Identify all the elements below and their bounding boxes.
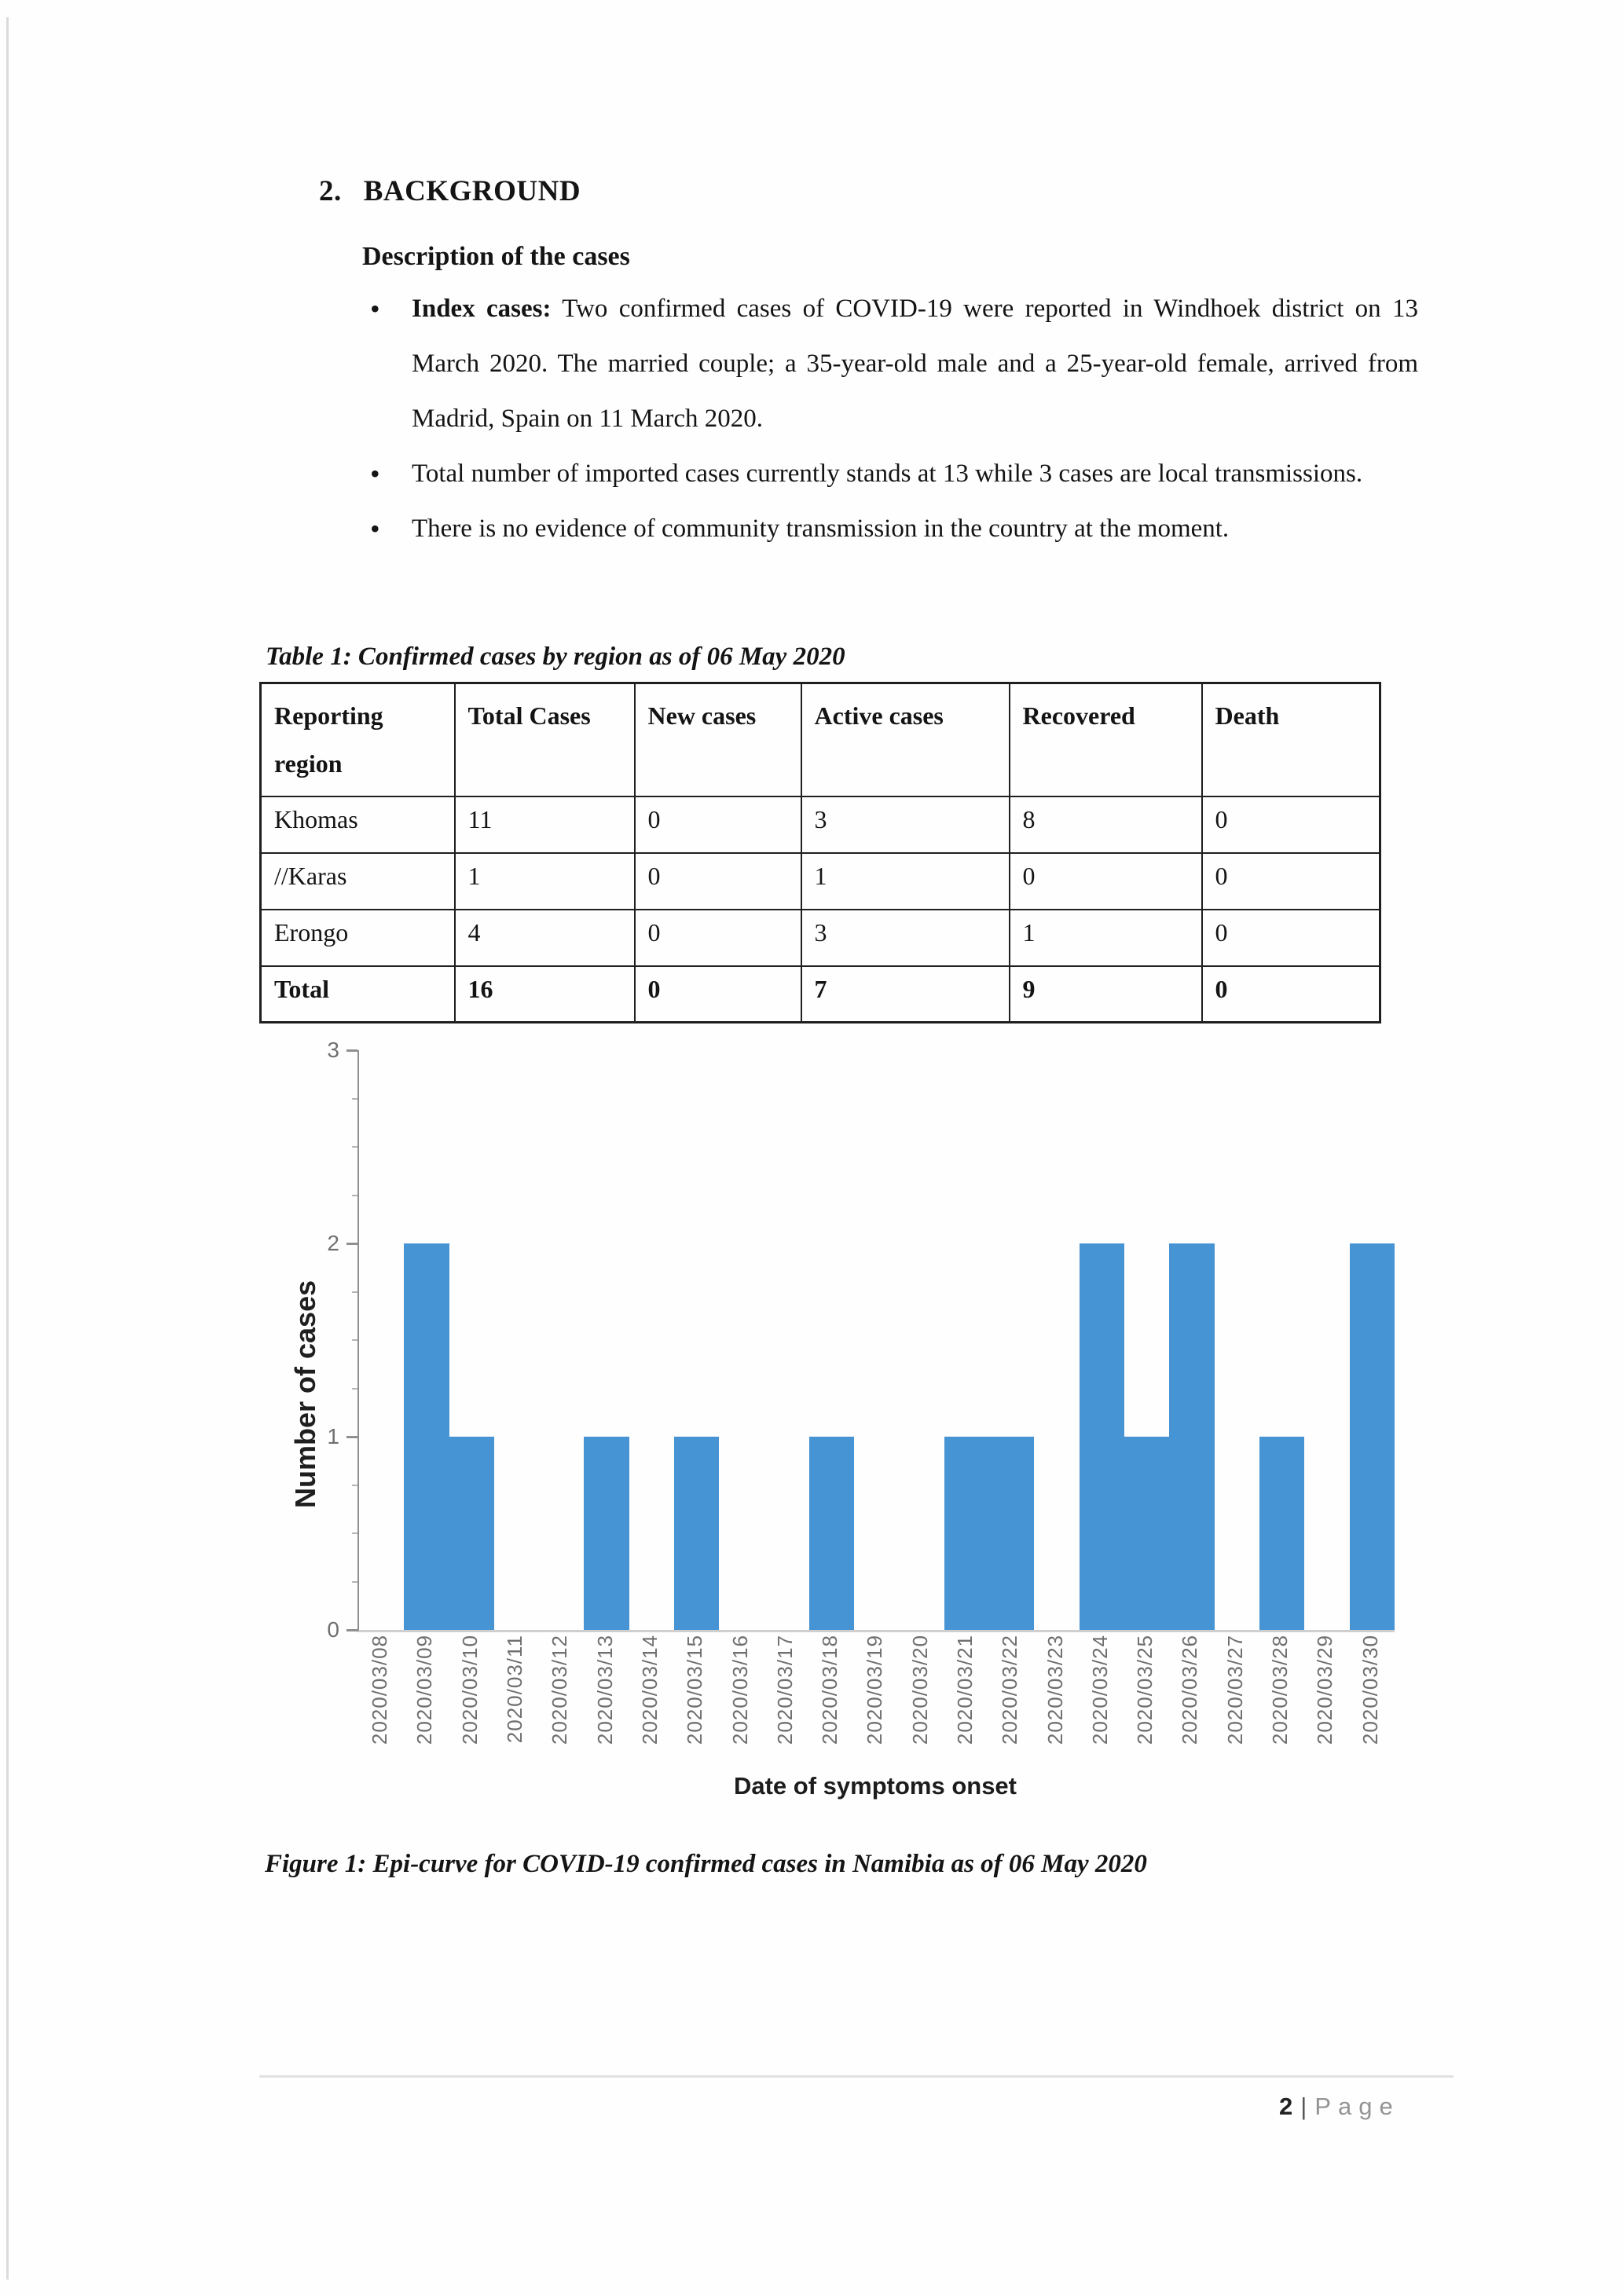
bar: [674, 1437, 719, 1630]
y-tick-mark: [346, 1436, 357, 1438]
bullet-item: [370, 501, 1418, 556]
x-tick-label-text: 2020/03/14: [637, 1635, 662, 1745]
column-header: New cases: [635, 683, 801, 796]
bar: [944, 1437, 989, 1630]
column-header: Recovered: [1010, 683, 1202, 796]
value-cell: 0: [635, 796, 801, 853]
bar-slot: [1169, 1050, 1214, 1630]
y-minor-tick-mark: [352, 1388, 357, 1390]
x-tick-label-text: 2020/03/23: [1043, 1635, 1067, 1745]
footer-page-label: Page: [1314, 2093, 1400, 2120]
chart-xlabels: [357, 1635, 1393, 1770]
value-cell: 0: [635, 853, 801, 910]
bar-slot: [1034, 1050, 1079, 1630]
table-row: [261, 910, 1380, 966]
page-number: 2: [1279, 2093, 1293, 2120]
x-tick-label: [582, 1635, 627, 1770]
bar-slot: [1259, 1050, 1304, 1630]
x-tick-label: [852, 1635, 897, 1770]
table-caption: Table 1: Confirmed cases by region as of 06 May 2020: [266, 643, 845, 671]
y-minor-tick-mark: [352, 1485, 357, 1486]
bar: [1080, 1243, 1124, 1630]
footer-divider: [259, 2075, 1454, 2078]
value-cell: 1: [1010, 910, 1202, 966]
bullet-text: Total number of imported cases currently stands at 13 while 3 cases are local transmissions.: [412, 460, 1363, 488]
y-minor-tick-mark: [352, 1581, 357, 1583]
region-cell: Erongo: [261, 910, 455, 966]
bar: [584, 1437, 629, 1630]
bar-slot: [1350, 1050, 1395, 1630]
bar-slot: [674, 1050, 719, 1630]
table-header-row: [261, 683, 1380, 796]
bar-slot: [809, 1050, 854, 1630]
table-row: [261, 966, 1380, 1023]
bar-slot: [1080, 1050, 1124, 1630]
section-number: 2.: [319, 175, 342, 207]
region-cell: Khomas: [261, 796, 455, 853]
y-tick-mark: [346, 1243, 357, 1245]
y-minor-tick-mark: [352, 1532, 357, 1534]
table-row: [261, 796, 1380, 853]
x-tick-label-text: 2020/03/09: [412, 1635, 437, 1745]
x-tick-label-text: 2020/03/15: [683, 1635, 707, 1745]
value-cell: 0: [1010, 853, 1202, 910]
x-tick-label-text: 2020/03/10: [457, 1635, 482, 1745]
bar-slot: [539, 1050, 584, 1630]
x-tick-label: [898, 1635, 943, 1770]
x-axis-title: Date of symptoms onset: [733, 1772, 1017, 1800]
x-tick-label: [1032, 1635, 1077, 1770]
bar: [1169, 1243, 1214, 1630]
x-tick-label-text: 2020/03/19: [863, 1635, 887, 1745]
x-tick-label: [1213, 1635, 1258, 1770]
bar-slot: [854, 1050, 899, 1630]
value-cell: 0: [1202, 966, 1380, 1023]
x-tick-label-text: 2020/03/21: [953, 1635, 977, 1745]
x-tick-label: [1078, 1635, 1123, 1770]
column-header: Reporting region: [261, 683, 455, 796]
x-tick-label: [628, 1635, 673, 1770]
bar-slot: [1215, 1050, 1259, 1630]
bar: [989, 1437, 1034, 1630]
value-cell: 0: [1202, 853, 1380, 910]
region-cell: Total: [261, 966, 455, 1023]
y-tick-mark: [346, 1049, 357, 1052]
page-footer: [1279, 2093, 1400, 2121]
bar: [404, 1243, 449, 1630]
y-minor-tick-mark: [352, 1339, 357, 1341]
value-cell: 11: [455, 796, 635, 853]
value-cell: 0: [1202, 910, 1380, 966]
bar: [1350, 1243, 1395, 1630]
x-tick-label-text: 2020/03/18: [818, 1635, 842, 1745]
value-cell: 1: [455, 853, 635, 910]
x-tick-label: [357, 1635, 402, 1770]
bullet-item: [370, 281, 1418, 446]
value-cell: 16: [455, 966, 635, 1023]
footer-separator: |: [1300, 2093, 1307, 2120]
bar-slot: [494, 1050, 539, 1630]
bar-slot: [404, 1050, 449, 1630]
x-tick-label: [1123, 1635, 1168, 1770]
bar-slot: [449, 1050, 494, 1630]
bar-slot: [900, 1050, 944, 1630]
x-tick-label-text: 2020/03/25: [1133, 1635, 1157, 1745]
x-tick-label-text: 2020/03/16: [728, 1635, 752, 1745]
column-header: Death: [1202, 683, 1380, 796]
x-tick-label: [448, 1635, 493, 1770]
y-tick-label: 2: [327, 1231, 339, 1255]
bar-slot: [944, 1050, 989, 1630]
bar: [1124, 1437, 1169, 1630]
bar-slot: [584, 1050, 629, 1630]
x-tick-label-text: 2020/03/30: [1358, 1635, 1382, 1745]
x-tick-label-text: 2020/03/28: [1268, 1635, 1292, 1745]
value-cell: 0: [1202, 796, 1380, 853]
x-tick-label: [988, 1635, 1032, 1770]
x-tick-label-text: 2020/03/26: [1178, 1635, 1202, 1745]
bullet-lead: Index cases:: [412, 295, 552, 323]
x-tick-label-text: 2020/03/13: [592, 1635, 617, 1745]
x-tick-label: [1303, 1635, 1347, 1770]
epi-curve-chart: [0, 1021, 1624, 1830]
table-body: [261, 796, 1380, 1023]
x-tick-label: [763, 1635, 808, 1770]
y-minor-tick-mark: [352, 1291, 357, 1293]
bar: [449, 1437, 494, 1630]
y-tick-label: 3: [327, 1038, 339, 1062]
cases-table: [259, 682, 1381, 1023]
bar: [1259, 1437, 1304, 1630]
bullet-text: Two confirmed cases of COVID-19 were reported in Windhoek district on 13 March 2020. The married couple; a 35-year-old male and a 25-year-old female, arrived from Madrid, Spain on 11 March 2020.: [412, 295, 1418, 433]
x-tick-label: [537, 1635, 582, 1770]
bullet-text: There is no evidence of community transmission in the country at the moment.: [412, 514, 1230, 543]
x-tick-label-text: 2020/03/17: [772, 1635, 797, 1745]
y-tick-label: 0: [327, 1617, 339, 1642]
x-tick-label-text: 2020/03/20: [907, 1635, 932, 1745]
bar-slot: [989, 1050, 1034, 1630]
bullet-item: [370, 446, 1418, 501]
value-cell: 8: [1010, 796, 1202, 853]
value-cell: 0: [635, 910, 801, 966]
x-tick-label: [402, 1635, 447, 1770]
section-heading: [319, 174, 581, 208]
y-minor-tick-mark: [352, 1195, 357, 1196]
y-minor-tick-mark: [352, 1098, 357, 1100]
x-tick-label-text: 2020/03/27: [1223, 1635, 1247, 1745]
value-cell: 7: [801, 966, 1010, 1023]
chart-plot-area: [357, 1050, 1395, 1632]
bar: [809, 1437, 854, 1630]
y-tick-mark: [346, 1629, 357, 1631]
bar-slot: [359, 1050, 404, 1630]
x-tick-label: [808, 1635, 852, 1770]
x-tick-label-text: 2020/03/08: [368, 1635, 392, 1745]
x-tick-label: [943, 1635, 988, 1770]
value-cell: 0: [635, 966, 801, 1023]
x-tick-label-text: 2020/03/24: [1087, 1635, 1112, 1745]
column-header: Active cases: [801, 683, 1010, 796]
value-cell: 1: [801, 853, 1010, 910]
y-minor-tick-mark: [352, 1146, 357, 1148]
x-tick-label: [717, 1635, 762, 1770]
bar-slot: [764, 1050, 809, 1630]
x-tick-label: [1348, 1635, 1393, 1770]
figure-caption: Figure 1: Epi-curve for COVID-19 confirmed cases in Namibia as of 06 May 2020: [265, 1850, 1147, 1878]
x-tick-label: [1258, 1635, 1303, 1770]
section-title: BACKGROUND: [363, 175, 581, 207]
x-tick-label: [493, 1635, 537, 1770]
value-cell: 3: [801, 910, 1010, 966]
bar-slot: [1304, 1050, 1349, 1630]
region-cell: //Karas: [261, 853, 455, 910]
x-tick-label: [1168, 1635, 1212, 1770]
x-tick-label-text: 2020/03/22: [998, 1635, 1022, 1745]
bullet-list: [370, 281, 1418, 556]
value-cell: 9: [1010, 966, 1202, 1023]
x-tick-label-text: 2020/03/12: [548, 1635, 572, 1745]
x-tick-label-text: 2020/03/11: [503, 1635, 527, 1744]
column-header: Total Cases: [455, 683, 635, 796]
y-axis-title: Number of cases: [289, 1280, 321, 1508]
value-cell: 3: [801, 796, 1010, 853]
bar-slot: [719, 1050, 764, 1630]
y-tick-label: 1: [327, 1424, 339, 1448]
x-tick-label-text: 2020/03/29: [1313, 1635, 1337, 1745]
value-cell: 4: [455, 910, 635, 966]
bar-slot: [629, 1050, 674, 1630]
x-tick-label: [673, 1635, 717, 1770]
table-row: [261, 853, 1380, 910]
subsection-heading: Description of the cases: [362, 242, 630, 271]
bar-slot: [1124, 1050, 1169, 1630]
